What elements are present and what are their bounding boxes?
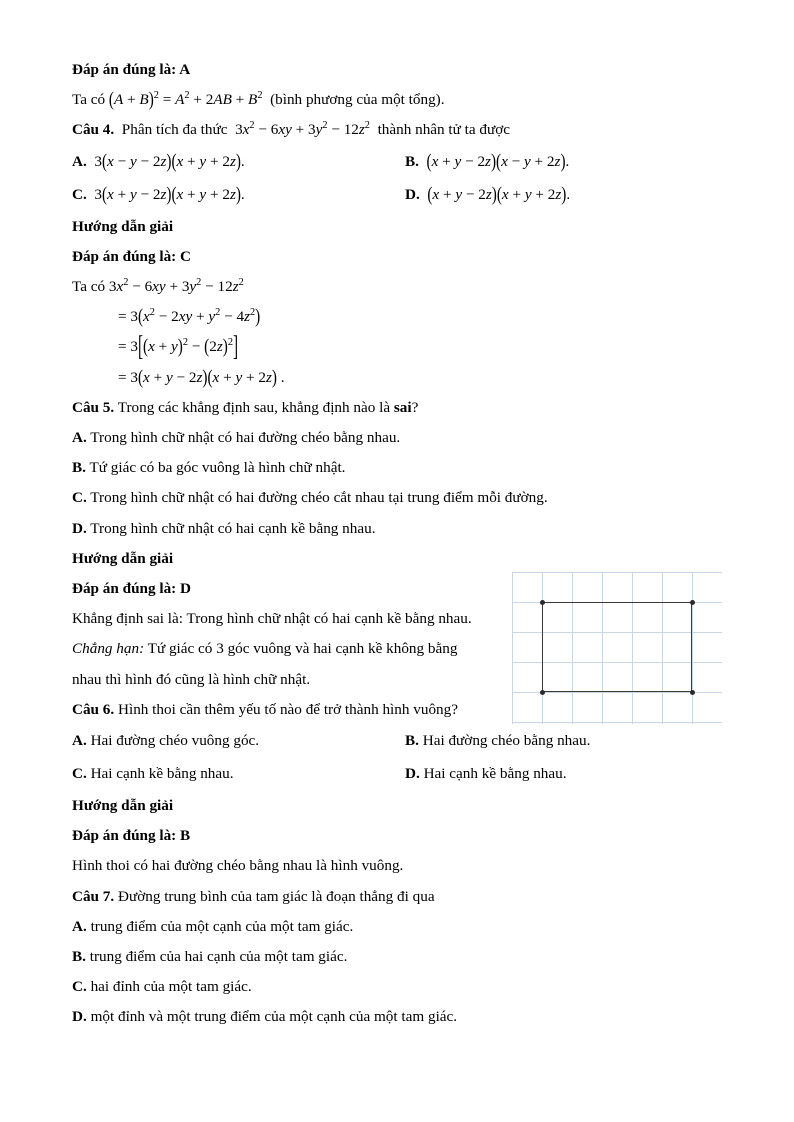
option-5-A-text: Trong hình chữ nhật có hai đường chéo bằng nhau.: [90, 429, 401, 447]
answer-line-q5: Đáp án đúng là: D: [72, 580, 192, 598]
option-5-A[interactable]: [72, 430, 722, 445]
vertex-dot-top-right: [690, 600, 695, 605]
guide-label-q6: Hướng dẫn giải: [72, 797, 174, 815]
option-4-D[interactable]: [397, 182, 730, 206]
option-4-C-key: C.: [72, 185, 87, 203]
option-5-D[interactable]: [72, 521, 722, 536]
option-4-A[interactable]: [72, 149, 397, 173]
option-6-D[interactable]: [397, 765, 730, 783]
option-7-C[interactable]: [72, 979, 722, 994]
question-4-number: Câu 4.: [72, 121, 115, 139]
guide-label-q4: Hướng dẫn giải: [72, 217, 174, 235]
option-7-C-text: hai đỉnh của một tam giác.: [90, 978, 252, 996]
option-6-A-text: Hai đường chéo vuông góc.: [90, 732, 260, 750]
option-6-B-key: B.: [405, 732, 419, 750]
option-7-D-text: một đỉnh và một trung điểm của một cạnh của một tam giác.: [90, 1008, 458, 1026]
work-text-tail: (bình phương của một tổng).: [262, 91, 445, 109]
question-5-number: Câu 5.: [72, 398, 115, 416]
answer-line-q6: Đáp án đúng là: B: [72, 827, 191, 845]
question-7-text: Đường trung bình của tam giác là đoạn thẳng đi qua: [118, 887, 435, 905]
work-q4-line-3: = $3[(x + y)^2 - (2z)^2]$: [118, 330, 239, 363]
option-7-D[interactable]: [72, 1009, 722, 1024]
option-5-D-key: D.: [72, 519, 87, 537]
question-6-options-row-2: [72, 765, 722, 783]
option-4-B-key: B.: [405, 152, 419, 170]
work-text: Ta có: [72, 91, 109, 109]
work-q4-line-2: = $3(x^2 - 2xy + y^2 - 4z^2)$: [118, 305, 261, 329]
option-5-B-key: B.: [72, 459, 86, 477]
option-4-B[interactable]: [397, 149, 730, 173]
option-5-D-text: Trong hình chữ nhật có hai cạnh kề bằng nhau.: [90, 519, 376, 537]
option-6-C[interactable]: [72, 765, 397, 783]
question-5: [72, 400, 722, 415]
question-4: [72, 122, 722, 137]
question-5-text-bold: sai: [393, 398, 412, 416]
option-7-D-key: D.: [72, 1008, 87, 1026]
option-7-A-text: trung điểm của một cạnh của một tam giác.: [90, 917, 354, 935]
option-6-B[interactable]: [397, 732, 730, 750]
question-6-text: Hình thoi cần thêm yếu tố nào để trở thành hình vuông?: [118, 700, 458, 718]
option-6-C-text: Hai cạnh kề bằng nhau.: [90, 765, 234, 783]
question-4-text: Phân tích đa thức $3x^2 - 6xy + 3y^2 - 12z^2$ thành nhân tử ta được: [118, 120, 511, 139]
question-4-options-row-1: [72, 149, 722, 173]
work-q5-line-2-text: Tứ giác có 3 góc vuông và hai cạnh kề không bằng: [144, 640, 458, 658]
rectangle-grid-figure: [512, 572, 722, 724]
work-line-q3: [72, 88, 722, 112]
option-4-D-text: (x + y − 2z)(x + y + 2z).: [427, 182, 571, 206]
option-5-C-key: C.: [72, 489, 87, 507]
option-7-B-key: B.: [72, 948, 86, 966]
option-6-D-text: Hai cạnh kề bằng nhau.: [423, 765, 567, 783]
question-4-options-row-2: [72, 182, 722, 206]
guide-label-q5: Hướng dẫn giải: [72, 549, 174, 567]
work-q5-line-1: Khẳng định sai là: Trong hình chữ nhật có hai cạnh kề bằng nhau.: [72, 610, 472, 628]
answer-line-q4: Đáp án đúng là: C: [72, 247, 192, 265]
option-4-D-key: D.: [405, 185, 420, 203]
option-7-C-key: C.: [72, 978, 87, 996]
question-6-number: Câu 6.: [72, 700, 115, 718]
option-5-C-text: Trong hình chữ nhật có hai đường chéo cắt nhau tại trung điểm mỗi đường.: [90, 489, 548, 507]
option-7-B-text: trung điểm của hai cạnh của một tam giác.: [89, 948, 348, 966]
option-7-A-key: A.: [72, 917, 87, 935]
answer-line-q3: Đáp án đúng là: A: [72, 61, 191, 78]
option-5-C[interactable]: [72, 490, 722, 505]
question-5-text-post: ?: [411, 398, 419, 416]
question-7-number: Câu 7.: [72, 887, 115, 905]
option-7-A[interactable]: [72, 919, 722, 934]
option-4-A-text: 3(x − y − 2z)(x + y + 2z).: [94, 149, 245, 173]
vertex-dot-bottom-left: [540, 690, 545, 695]
work-q5-emphasis: Chẳng hạn:: [72, 640, 145, 658]
option-6-C-key: C.: [72, 765, 87, 783]
option-6-D-key: D.: [405, 765, 420, 783]
rectangle-shape: [542, 602, 692, 692]
math-expression: $(A + B)^2 = A^2 + 2AB + B^2$: [108, 88, 263, 112]
option-5-B[interactable]: [72, 460, 722, 475]
question-6-options-row-1: [72, 732, 722, 750]
option-4-B-text: (x + y − 2z)(x − y + 2z).: [426, 149, 570, 173]
option-6-B-text: Hai đường chéo bằng nhau.: [422, 732, 591, 750]
option-5-A-key: A.: [72, 429, 87, 447]
option-4-A-key: A.: [72, 152, 87, 170]
option-4-C-text: 3(x + y − 2z)(x + y + 2z).: [94, 182, 245, 206]
option-4-C[interactable]: [72, 182, 397, 206]
question-7: [72, 889, 722, 904]
work-q5-line-3: nhau thì hình đó cũng là hình chữ nhật.: [72, 670, 311, 688]
option-5-B-text: Tứ giác có ba góc vuông là hình chữ nhật.: [89, 459, 346, 477]
question-5-text-pre: Trong các khẳng định sau, khẳng định nào là: [117, 398, 394, 416]
option-6-A[interactable]: [72, 732, 397, 750]
vertex-dot-top-left: [540, 600, 545, 605]
work-q6-line-1: Hình thoi có hai đường chéo bằng nhau là hình vuông.: [72, 857, 404, 875]
work-q4-line-1: Ta có $3x^2 - 6xy + 3y^2 - 12z^2$: [72, 276, 244, 296]
option-6-A-key: A.: [72, 732, 87, 750]
work-q4-line-4: = 3(x + y − 2z)(x + y + 2z) .: [118, 365, 285, 389]
vertex-dot-bottom-right: [690, 690, 695, 695]
option-7-B[interactable]: [72, 949, 722, 964]
